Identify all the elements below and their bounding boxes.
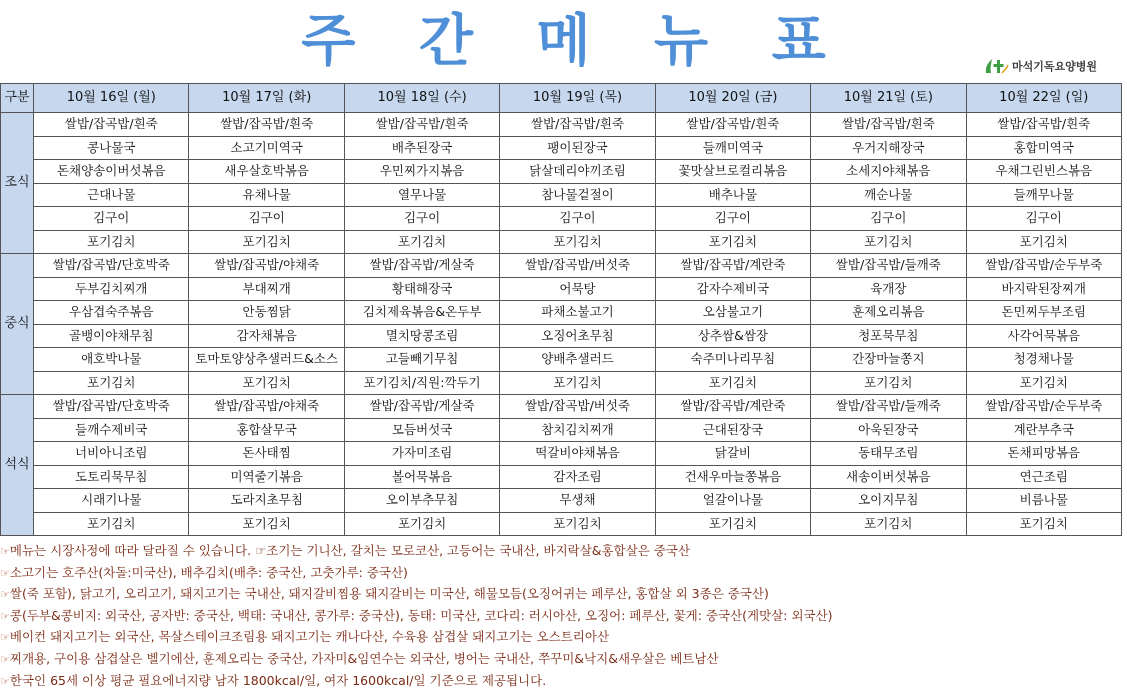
menu-cell: 동태무조림 [811,442,966,466]
menu-cell: 가자미조림 [344,442,499,466]
menu-cell: 우거지해장국 [811,136,966,160]
menu-cell: 쌀밥/잡곡밥/게살죽 [344,395,499,419]
menu-cell: 양배추샐러드 [500,348,655,372]
menu-cell: 포기김치 [34,371,189,395]
menu-cell: 쌀밥/잡곡밥/흰죽 [811,113,966,137]
menu-cell: 쌀밥/잡곡밥/버섯죽 [500,395,655,419]
table-row [1,183,1122,207]
menu-cell: 돈사태찜 [189,442,344,466]
menu-cell: 들깨미역국 [655,136,810,160]
menu-cell: 김구이 [500,207,655,231]
menu-cell: 토마토양상추샐러드&소스 [189,348,344,372]
menu-cell: 포기김치 [811,230,966,254]
menu-cell: 두부김치찌개 [34,277,189,301]
note-text: 한국인 65세 이상 평균 필요에너지량 남자 1800kcal/일, 여자 1600kcal/일 기준으로 제공됩니다. [9,672,547,688]
menu-cell: 김구이 [966,207,1121,231]
menu-cell: 참치김치찌개 [500,418,655,442]
menu-cell: 포기김치 [189,512,344,536]
table-row [1,512,1122,536]
menu-cell: 쌀밥/잡곡밥/단호박죽 [34,254,189,278]
note-line [0,627,1127,649]
menu-cell: 들깨수제비국 [34,418,189,442]
menu-cell: 고들빼기무침 [344,348,499,372]
menu-cell: 쌀밥/잡곡밥/단호박죽 [34,395,189,419]
table-row [1,489,1122,513]
day-header: 10월 19일 (목) [500,84,655,113]
menu-cell: 배추나물 [655,183,810,207]
menu-cell: 쌀밥/잡곡밥/흰죽 [189,113,344,137]
menu-cell: 쌀밥/잡곡밥/흰죽 [500,113,655,137]
table-row [1,160,1122,184]
menu-cell: 포기김치 [500,512,655,536]
menu-cell: 모듬버섯국 [344,418,499,442]
pointing-hand-icon: ☞ [0,545,10,558]
note-text: 베이컨 돼지고기는 외국산, 목살스테이크조림용 돼지고기는 캐나다산, 수육용 삼겹살 돼지고기는 오스트리아산 [9,629,610,645]
menu-cell: 쌀밥/잡곡밥/흰죽 [966,113,1121,137]
menu-cell: 미역줄기볶음 [189,465,344,489]
menu-cell: 포기김치 [34,230,189,254]
menu-cell: 쌀밥/잡곡밥/들깨죽 [811,254,966,278]
menu-cell: 안동찜닭 [189,301,344,325]
page-title: 주 간 메 뉴 표 [301,9,848,74]
menu-cell: 포기김치 [811,512,966,536]
menu-cell: 비름나물 [966,489,1121,513]
day-header: 10월 22일 (일) [966,84,1121,113]
menu-cell: 감자조림 [500,465,655,489]
menu-cell: 포기김치 [811,371,966,395]
table-row [1,277,1122,301]
menu-cell: 포기김치 [655,512,810,536]
menu-cell: 김구이 [34,207,189,231]
menu-cell: 아욱된장국 [811,418,966,442]
menu-cell: 사각어묵볶음 [966,324,1121,348]
meal-label: 조식 [1,113,34,254]
menu-cell: 닭갈비 [655,442,810,466]
menu-cell: 볼어묵볶음 [344,465,499,489]
menu-cell: 포기김치 [966,371,1121,395]
menu-cell: 부대찌개 [189,277,344,301]
menu-cell: 숙주미나리무침 [655,348,810,372]
pointing-hand-icon: ☞ [0,566,10,580]
menu-cell: 쌀밥/잡곡밥/게살죽 [344,254,499,278]
menu-cell: 돈채피망볶음 [966,442,1121,466]
menu-cell: 떡갈비야채볶음 [500,442,655,466]
day-header: 10월 18일 (수) [344,84,499,113]
menu-cell: 소고기미역국 [189,136,344,160]
day-header: 10월 21일 (토) [811,84,966,113]
menu-cell: 김구이 [811,207,966,231]
note-text: 찌개용, 구이용 삼겹살은 벨기에산, 훈제오리는 중국산, 가자미&임연수는 외국산, 병어는 국내산, 쭈꾸미&낙지&새우살은 베트남산 [9,650,719,666]
menu-cell: 깨순나물 [811,183,966,207]
menu-cell: 쌀밥/잡곡밥/순두부죽 [966,254,1121,278]
menu-cell: 김구이 [655,207,810,231]
pointing-hand-icon: ☞ [0,674,10,688]
table-row [1,136,1122,160]
menu-cell: 김구이 [189,207,344,231]
menu-cell: 들깨무나물 [966,183,1121,207]
table-row [1,418,1122,442]
menu-cell: 쌀밥/잡곡밥/계란죽 [655,254,810,278]
hospital-logo [983,55,1097,77]
menu-cell: 포기김치 [344,230,499,254]
pointing-hand-icon: ☞ [0,588,10,602]
note-text: 쌀(죽 포함), 닭고기, 오리고기, 돼지고기는 국내산, 돼지갈비찜용 돼지갈비는 미국산, 해물모듬(오징어귀는 페루산, 홍합살 외 3종은 중국산) [9,586,769,602]
menu-cell: 시래기나물 [34,489,189,513]
menu-cell: 새송이버섯볶음 [811,465,966,489]
menu-cell: 콩나물국 [34,136,189,160]
note-text: 콩(두부&콩비지: 외국산, 공자반: 중국산, 백태: 국내산, 콩가루: 중국산), 동태: 미국산, 코다리: 러시아산, 오징어: 페루산, 꽃게: 중국산(게맛살: 외국산) [9,607,833,623]
table-row [1,371,1122,395]
menu-cell: 청경채나물 [966,348,1121,372]
menu-cell: 얼갈이나물 [655,489,810,513]
menu-cell: 포기김치 [500,371,655,395]
menu-cell: 쌀밥/잡곡밥/버섯죽 [500,254,655,278]
menu-cell: 어묵탕 [500,277,655,301]
menu-cell: 골뱅이야채무침 [34,324,189,348]
menu-cell: 도토리묵무침 [34,465,189,489]
menu-cell: 쌀밥/잡곡밥/야채죽 [189,254,344,278]
menu-cell: 포기김치 [344,512,499,536]
menu-cell: 쌀밥/잡곡밥/계란죽 [655,395,810,419]
table-row [1,207,1122,231]
weekly-menu-table [0,83,1122,536]
day-header: 10월 17일 (화) [189,84,344,113]
menu-cell: 오징어초무침 [500,324,655,348]
menu-cell: 감자수제비국 [655,277,810,301]
menu-cell: 쌀밥/잡곡밥/순두부죽 [966,395,1121,419]
note-text: 메뉴는 시장사정에 따라 달라질 수 있습니다. ☞조기는 기니산, 갈치는 모로코산, 고등어는 국내산, 바지락살&홍합살은 중국산 [9,543,691,558]
note-line [0,671,1127,692]
meal-label: 중식 [1,254,34,395]
pointing-hand-icon: ☞ [0,652,10,666]
table-row [1,230,1122,254]
pointing-hand-icon: ☞ [0,631,10,645]
table-row [1,395,1122,419]
menu-cell: 홍합미역국 [966,136,1121,160]
menu-cell: 쌀밥/잡곡밥/흰죽 [655,113,810,137]
menu-cell: 파채소불고기 [500,301,655,325]
menu-cell: 포기김치 [966,230,1121,254]
menu-cell: 포기김치 [500,230,655,254]
notes-section [0,541,1127,692]
menu-cell: 오삼불고기 [655,301,810,325]
menu-cell: 포기김치 [655,371,810,395]
menu-cell: 멸치땅콩조림 [344,324,499,348]
menu-cell: 우민찌가지볶음 [344,160,499,184]
header-row [1,84,1122,113]
menu-cell: 팽이된장국 [500,136,655,160]
menu-cell: 포기김치 [34,512,189,536]
logo-text: 마석기독요양병원 [1011,60,1097,73]
menu-cell: 배추된장국 [344,136,499,160]
table-row [1,254,1122,278]
day-header: 10월 16일 (월) [34,84,189,113]
menu-cell: 닭살데리야끼조림 [500,160,655,184]
menu-cell: 포기김치 [655,230,810,254]
menu-cell: 근대나물 [34,183,189,207]
menu-cell: 쌀밥/잡곡밥/야채죽 [189,395,344,419]
menu-cell: 애호박나물 [34,348,189,372]
meal-label: 석식 [1,395,34,536]
menu-cell: 돈민찌두부조림 [966,301,1121,325]
menu-cell: 돈채양송이버섯볶음 [34,160,189,184]
menu-cell: 우삼겹숙주볶음 [34,301,189,325]
menu-cell: 바지락된장찌개 [966,277,1121,301]
table-row [1,113,1122,137]
menu-cell: 포기김치 [189,230,344,254]
note-line [0,649,1127,671]
note-line [0,541,1127,563]
menu-cell: 근대된장국 [655,418,810,442]
menu-cell: 육개장 [811,277,966,301]
day-header: 10월 20일 (금) [655,84,810,113]
menu-cell: 계란부추국 [966,418,1121,442]
menu-cell: 오이부추무침 [344,489,499,513]
menu-cell: 상추쌈&쌈장 [655,324,810,348]
menu-cell: 포기김치 [189,371,344,395]
menu-cell: 쌀밥/잡곡밥/흰죽 [344,113,499,137]
pointing-hand-icon: ☞ [0,609,10,623]
menu-cell: 연근조림 [966,465,1121,489]
menu-cell: 유채나물 [189,183,344,207]
menu-cell: 소세지야채볶음 [811,160,966,184]
menu-cell: 꽃맛살브로컬리볶음 [655,160,810,184]
table-row [1,465,1122,489]
table-row [1,442,1122,466]
menu-cell: 쌀밥/잡곡밥/들깨죽 [811,395,966,419]
menu-cell: 김치제육볶음&온두부 [344,301,499,325]
note-line [0,606,1127,628]
menu-cell: 너비아니조림 [34,442,189,466]
menu-cell: 도라지초무침 [189,489,344,513]
table-row [1,324,1122,348]
menu-cell: 훈제오리볶음 [811,301,966,325]
menu-cell: 포기김치/직원:깍두기 [344,371,499,395]
menu-cell: 쌀밥/잡곡밥/흰죽 [34,113,189,137]
note-line [0,563,1127,585]
cross-leaf-icon [983,56,1009,76]
menu-cell: 감자채볶음 [189,324,344,348]
menu-cell: 청포묵무침 [811,324,966,348]
menu-cell: 간장마늘쫑지 [811,348,966,372]
menu-cell: 오이지무침 [811,489,966,513]
menu-cell: 우채그린빈스볶음 [966,160,1121,184]
menu-cell: 새우살호박볶음 [189,160,344,184]
table-row [1,301,1122,325]
menu-cell: 무생채 [500,489,655,513]
menu-cell: 홍합살무국 [189,418,344,442]
menu-cell: 참나물겉절이 [500,183,655,207]
note-line [0,584,1127,606]
menu-cell: 김구이 [344,207,499,231]
menu-cell: 열무나물 [344,183,499,207]
note-text: 소고기는 호주산(차돌:미국산), 배추김치(배추: 중국산, 고춧가루: 중국산) [9,564,408,580]
menu-cell: 건새우마늘쫑볶음 [655,465,810,489]
table-row [1,348,1122,372]
header-label: 구분 [1,84,34,113]
menu-cell: 포기김치 [966,512,1121,536]
menu-cell: 황태해장국 [344,277,499,301]
